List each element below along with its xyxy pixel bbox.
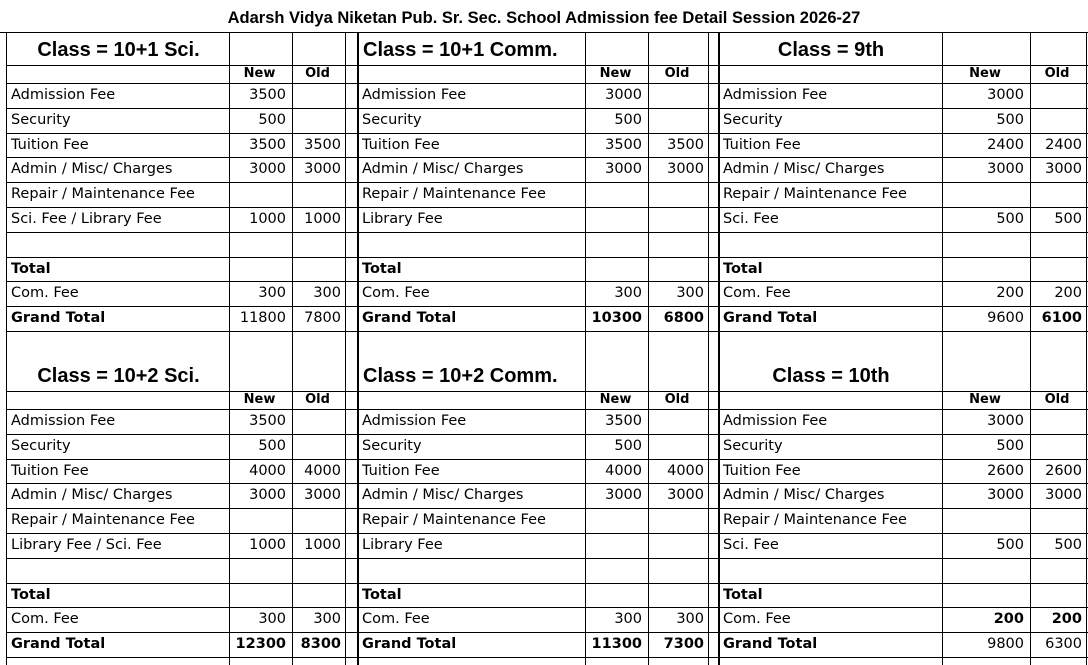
header-old: Old <box>664 66 690 81</box>
rule-column <box>942 32 943 665</box>
row-label: Tuition Fee <box>723 136 801 153</box>
row-label <box>362 232 582 256</box>
value-old: 7300 <box>663 636 704 653</box>
row-label: Tuition Fee <box>723 462 801 479</box>
value-new: 3500 <box>249 87 286 103</box>
rule-row <box>6 108 1088 109</box>
value-old <box>1030 434 1082 458</box>
rule-row <box>6 207 1088 208</box>
value-new: 3000 <box>249 161 286 178</box>
value-old: 4000 <box>667 462 704 479</box>
value-old: 200 <box>1054 285 1082 302</box>
header-new: New <box>599 66 632 81</box>
value-new: 9600 <box>987 310 1024 327</box>
row-label: Grand Total <box>11 310 106 327</box>
value-new: 11300 <box>591 636 642 653</box>
value-old <box>1030 182 1082 206</box>
rule-column <box>708 32 709 665</box>
value-old: 500 <box>1054 211 1082 227</box>
value-old <box>292 232 341 256</box>
value-new: 300 <box>258 611 286 628</box>
value-old <box>292 257 341 281</box>
value-new <box>585 583 642 607</box>
row-label: Admission Fee <box>723 413 828 429</box>
value-new <box>229 257 286 281</box>
value-old: 3000 <box>304 487 341 504</box>
value-new: 3000 <box>987 413 1024 429</box>
row-label: Total <box>362 586 402 603</box>
value-old <box>648 409 704 433</box>
value-new: 3000 <box>605 87 642 103</box>
value-old: 3000 <box>1045 161 1082 178</box>
value-new: 500 <box>614 111 642 128</box>
value-new: 12300 <box>235 636 286 653</box>
rule-column <box>229 32 230 665</box>
value-old <box>1030 232 1082 256</box>
row-label: Grand Total <box>11 636 106 653</box>
row-label: Total <box>11 586 51 603</box>
rule-column <box>1030 32 1031 665</box>
row-label: Admin / Misc/ Charges <box>11 161 173 178</box>
row-label: Security <box>723 111 783 128</box>
row-label: Sci. Fee <box>723 211 779 227</box>
value-old: 2400 <box>1045 136 1082 153</box>
value-new: 300 <box>614 285 642 302</box>
row-label: Admission Fee <box>11 413 116 429</box>
row-label: Com. Fee <box>11 285 79 302</box>
rule-row <box>6 281 1088 282</box>
rule-row <box>6 232 1088 233</box>
row-label: Tuition Fee <box>362 462 440 479</box>
value-old <box>292 434 341 458</box>
row-label <box>723 232 939 256</box>
rule-column <box>1086 32 1087 665</box>
rule-column <box>585 32 586 665</box>
value-new: 500 <box>996 211 1024 227</box>
value-old: 2600 <box>1045 462 1082 479</box>
value-new: 500 <box>996 537 1024 553</box>
row-label: Total <box>723 260 763 277</box>
header-old: Old <box>305 66 330 81</box>
rule-row <box>6 257 1088 258</box>
rule-row <box>6 157 1088 158</box>
value-new: 10300 <box>591 310 642 327</box>
value-old <box>648 207 704 231</box>
rule-row <box>6 657 1088 658</box>
rule-row <box>6 83 1088 84</box>
value-old <box>292 583 341 607</box>
value-old <box>1030 583 1082 607</box>
value-new: 500 <box>614 437 642 454</box>
value-old <box>292 508 341 532</box>
row-label: Security <box>362 437 422 454</box>
value-new <box>229 583 286 607</box>
value-new <box>942 182 1024 206</box>
value-new: 3000 <box>987 87 1024 103</box>
value-new: 200 <box>996 285 1024 302</box>
value-new: 3000 <box>605 161 642 178</box>
value-old: 1000 <box>304 211 341 227</box>
value-new: 11800 <box>239 310 286 327</box>
rule-row <box>6 583 1088 584</box>
value-new <box>585 182 642 206</box>
class-heading: Class = 10+1 Comm. <box>363 39 558 61</box>
value-new: 300 <box>614 611 642 628</box>
value-new: 500 <box>996 111 1024 128</box>
row-label: Admission Fee <box>362 87 467 103</box>
value-old: 300 <box>676 285 704 302</box>
rule-row <box>6 434 1088 435</box>
rule-row <box>6 483 1088 484</box>
value-old: 3000 <box>1045 487 1082 504</box>
value-new: 4000 <box>249 462 286 479</box>
rule-row <box>6 331 1088 332</box>
value-old <box>648 232 704 256</box>
value-new: 9800 <box>987 636 1024 653</box>
rule-row <box>6 409 1088 410</box>
value-old: 1000 <box>304 537 341 553</box>
row-label: Library Fee / Sci. Fee <box>11 537 162 553</box>
row-label: Repair / Maintenance Fee <box>723 512 907 529</box>
value-new: 3000 <box>605 487 642 504</box>
row-label: Grand Total <box>723 636 818 653</box>
row-label <box>723 558 939 582</box>
row-label: Com. Fee <box>723 285 791 302</box>
row-label: Repair / Maintenance Fee <box>362 512 546 529</box>
value-new: 1000 <box>249 211 286 227</box>
value-old: 300 <box>313 611 341 628</box>
value-new <box>942 257 1024 281</box>
value-new <box>585 558 642 582</box>
value-old <box>648 108 704 132</box>
row-label: Com. Fee <box>362 285 430 302</box>
value-old <box>1030 108 1082 132</box>
header-new: New <box>969 392 1001 407</box>
row-label: Security <box>723 437 783 454</box>
row-label: Repair / Maintenance Fee <box>11 512 195 529</box>
value-old <box>648 83 704 107</box>
row-label: Admin / Misc/ Charges <box>723 161 885 178</box>
row-label: Sci. Fee / Library Fee <box>11 211 162 227</box>
rule-row <box>6 391 1088 392</box>
row-label: Tuition Fee <box>11 136 89 153</box>
row-label: Security <box>11 437 71 454</box>
class-heading: Class = 10+1 Sci. <box>37 39 200 61</box>
value-new: 300 <box>258 285 286 302</box>
header-new: New <box>243 392 276 407</box>
value-old <box>648 508 704 532</box>
row-label: Com. Fee <box>362 611 430 628</box>
row-label: Admission Fee <box>362 413 467 429</box>
value-new <box>585 533 642 557</box>
row-label: Admin / Misc/ Charges <box>723 487 885 504</box>
value-new: 500 <box>258 111 286 128</box>
value-new <box>942 583 1024 607</box>
value-new <box>229 508 286 532</box>
value-old: 300 <box>676 611 704 628</box>
value-new: 200 <box>993 611 1024 628</box>
rule-row <box>6 306 1088 307</box>
row-label: Admin / Misc/ Charges <box>362 161 524 178</box>
row-label: Admission Fee <box>723 87 828 103</box>
value-old: 3000 <box>667 487 704 504</box>
row-label: Repair / Maintenance Fee <box>723 186 907 203</box>
value-old <box>292 108 341 132</box>
value-new: 2600 <box>987 462 1024 479</box>
value-new <box>229 558 286 582</box>
row-label: Total <box>11 260 51 277</box>
header-new: New <box>243 66 276 81</box>
value-old <box>648 533 704 557</box>
row-label: Total <box>723 586 763 603</box>
class-heading: Class = 9th <box>777 39 885 61</box>
header-old: Old <box>1044 392 1070 407</box>
row-label: Com. Fee <box>723 611 791 628</box>
value-old: 3000 <box>667 161 704 178</box>
class-heading: Class = 10+2 Comm. <box>363 365 558 387</box>
row-label <box>362 558 582 582</box>
value-old <box>1030 409 1082 433</box>
rule-row <box>6 632 1088 633</box>
value-old: 8300 <box>300 636 341 653</box>
row-label: Grand Total <box>723 310 818 327</box>
row-label <box>11 232 226 256</box>
row-label: Admin / Misc/ Charges <box>362 487 524 504</box>
value-old <box>292 409 341 433</box>
row-label: Admission Fee <box>11 87 116 103</box>
rule-row <box>6 133 1088 134</box>
value-new <box>585 257 642 281</box>
value-old: 500 <box>1054 537 1082 553</box>
value-new: 3000 <box>987 487 1024 504</box>
class-heading: Class = 10th <box>772 365 890 387</box>
rule-row <box>6 65 1088 66</box>
value-old: 3500 <box>304 136 341 153</box>
rule-column <box>292 32 293 665</box>
value-old <box>648 257 704 281</box>
value-old: 7800 <box>304 310 341 327</box>
row-label: Library Fee <box>362 537 443 553</box>
row-label: Admin / Misc/ Charges <box>11 487 173 504</box>
value-new: 500 <box>258 437 286 454</box>
value-old <box>1030 257 1082 281</box>
rule-left <box>6 32 7 665</box>
header-old: Old <box>1044 66 1070 81</box>
value-new <box>585 508 642 532</box>
value-new: 3500 <box>605 136 642 153</box>
value-new <box>585 207 642 231</box>
row-label: Library Fee <box>362 211 443 227</box>
header-new: New <box>599 392 632 407</box>
header-new: New <box>969 66 1001 81</box>
row-label: Security <box>362 111 422 128</box>
value-new <box>942 232 1024 256</box>
value-new <box>229 232 286 256</box>
rule-top <box>0 32 1088 33</box>
value-new: 4000 <box>605 462 642 479</box>
value-new <box>942 508 1024 532</box>
value-new <box>585 232 642 256</box>
value-old: 300 <box>313 285 341 302</box>
value-old: 200 <box>1051 611 1082 628</box>
value-new: 1000 <box>249 537 286 553</box>
value-old <box>292 83 341 107</box>
value-new: 500 <box>996 437 1024 454</box>
rule-block-separator <box>358 32 359 665</box>
value-old: 4000 <box>304 462 341 479</box>
header-old: Old <box>305 392 330 407</box>
value-old <box>1030 558 1082 582</box>
value-old: 6300 <box>1045 636 1082 653</box>
class-heading: Class = 10+2 Sci. <box>37 365 200 387</box>
value-new: 3000 <box>987 161 1024 178</box>
value-old: 6100 <box>1041 310 1082 327</box>
value-old <box>292 182 341 206</box>
row-label: Grand Total <box>362 636 457 653</box>
rule-row <box>6 459 1088 460</box>
sheet-title: Adarsh Vidya Niketan Pub. Sr. Sec. School Admission fee Detail Session 2026-27 <box>227 9 861 27</box>
row-label: Tuition Fee <box>362 136 440 153</box>
row-label: Repair / Maintenance Fee <box>362 186 546 203</box>
value-old <box>1030 83 1082 107</box>
value-new: 3500 <box>249 136 286 153</box>
value-old: 3500 <box>667 136 704 153</box>
value-new <box>942 558 1024 582</box>
row-label: Com. Fee <box>11 611 79 628</box>
value-new: 2400 <box>987 136 1024 153</box>
rule-row <box>6 508 1088 509</box>
row-label: Repair / Maintenance Fee <box>11 186 195 203</box>
value-old <box>648 558 704 582</box>
row-label: Sci. Fee <box>723 537 779 553</box>
rule-row <box>6 182 1088 183</box>
value-old <box>648 182 704 206</box>
header-old: Old <box>664 392 690 407</box>
rule-column <box>648 32 649 665</box>
value-new: 3500 <box>605 413 642 429</box>
row-label: Grand Total <box>362 310 457 327</box>
value-old <box>1030 508 1082 532</box>
value-new: 3000 <box>249 487 286 504</box>
rule-row <box>6 533 1088 534</box>
row-label: Security <box>11 111 71 128</box>
value-old <box>648 583 704 607</box>
row-label: Tuition Fee <box>11 462 89 479</box>
row-label: Total <box>362 260 402 277</box>
value-new: 3500 <box>249 413 286 429</box>
rule-column <box>345 32 346 665</box>
rule-row <box>6 607 1088 608</box>
rule-row <box>6 558 1088 559</box>
value-old <box>292 558 341 582</box>
value-old <box>648 434 704 458</box>
rule-block-separator <box>719 32 720 665</box>
value-new <box>229 182 286 206</box>
value-old: 3000 <box>304 161 341 178</box>
row-label <box>11 558 226 582</box>
value-old: 6800 <box>663 310 704 327</box>
